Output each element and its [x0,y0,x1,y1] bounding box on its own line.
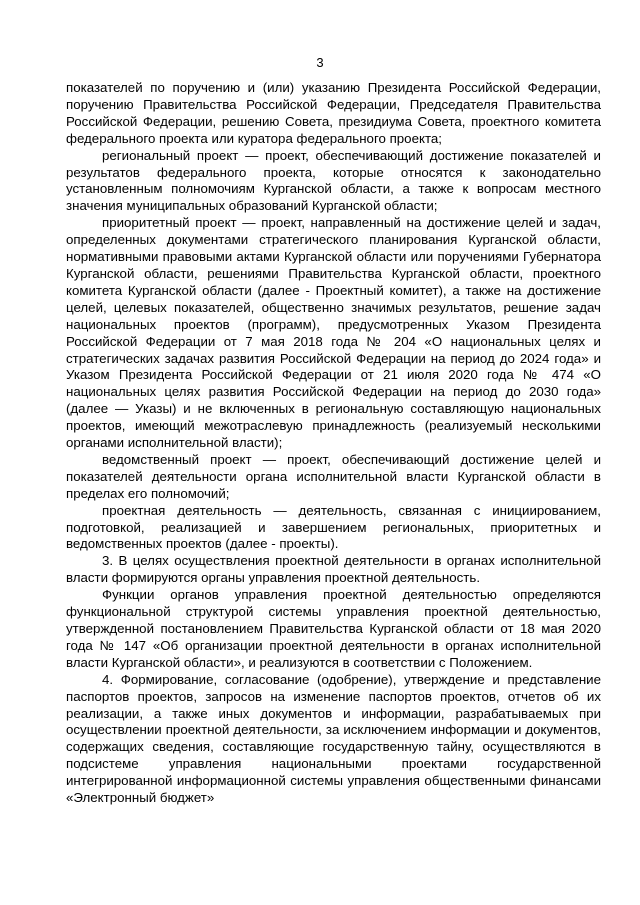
paragraph-priority-project: приоритетный проект — проект, направленный на достижение целей и задач, определенных документами стратегического планирования Курганской области, нормативными правовыми актами Курганской области или поручениями Губернатора Курганской области, решениями Правительства Курганской области, проектного комитета Курганской области (далее - Проектный комитет), а также на достижение целей, целевых показателей, общественно значимых результатов, решение задач национальных проектов (программ), предусмотренных Указом Президента Российской Федерации от 7 мая 2018 года № 204 «О национальных целях и стратегических задачах развития Российской Федерации на период до 2024 года» и Указом Президента Российской Федерации от 21 июля 2020 года № 474 «О национальных целях развития Российской Федерации на период до 2030 года» (далее — Указы) и не включенных в региональную составляющую национальных проектов, имеющий межотраслевую принадлежность (реализуемый несколькими органами исполнительной власти); [66,215,601,451]
paragraph-functions: Функции органов управления проектной деятельностью определяются функциональной структурой системы управления проектной деятельностью, утвержденной постановлением Правительства Курганской области от 18 мая 2020 года № 147 «Об организации проектной деятельности в органах исполнительной власти Курганской области», и реализуются в соответствии с Положением. [66,587,601,670]
paragraph-clause-3: 3. В целях осуществления проектной деятельности в органах исполнительной власти формируются органы управления проектной деятельность. [66,553,601,586]
paragraph-continuation: показателей по поручению и (или) указанию Президента Российской Федерации, поручению Правительства Российской Федерации, Председателя Правительства Российской Федерации, решению Совета, президиума Совета, проектного комитета федерального проекта или куратора федерального проекта; [66,80,601,146]
page-number: 3 [316,55,324,70]
paragraph-clause-4: 4. Формирование, согласование (одобрение), утверждение и представление паспортов проектов, запросов на изменение паспортов проектов, отчетов об их реализации, а также иных документов и информации, разрабатываемых при осуществлении проектной деятельности, за исключением информации и документов, содержащих сведения, составляющие государственную тайну, осуществляются в подсистеме управления национальными проектами государственной интегрированной информационной системы управления общественными финансами «Электронный бюджет» [66,671,601,806]
paragraph-project-activity: проектная деятельность — деятельность, связанная с инициированием, подготовкой, реализацией и завершением региональных, приоритетных и ведомственных проектов (далее - проекты). [66,502,601,552]
paragraph-departmental-project: ведомственный проект — проект, обеспечивающий достижение целей и показателей деятельности органа исполнительной власти Курганской области в пределах его полномочий; [66,451,601,501]
paragraph-regional-project: региональный проект — проект, обеспечивающий достижение показателей и результатов федерального проекта, которые относятся к законодательно установленным полномочиям Курганской области, а также к вопросам местного значения муниципальных образований Курганской области; [66,147,601,214]
document-body [66,80,601,807]
